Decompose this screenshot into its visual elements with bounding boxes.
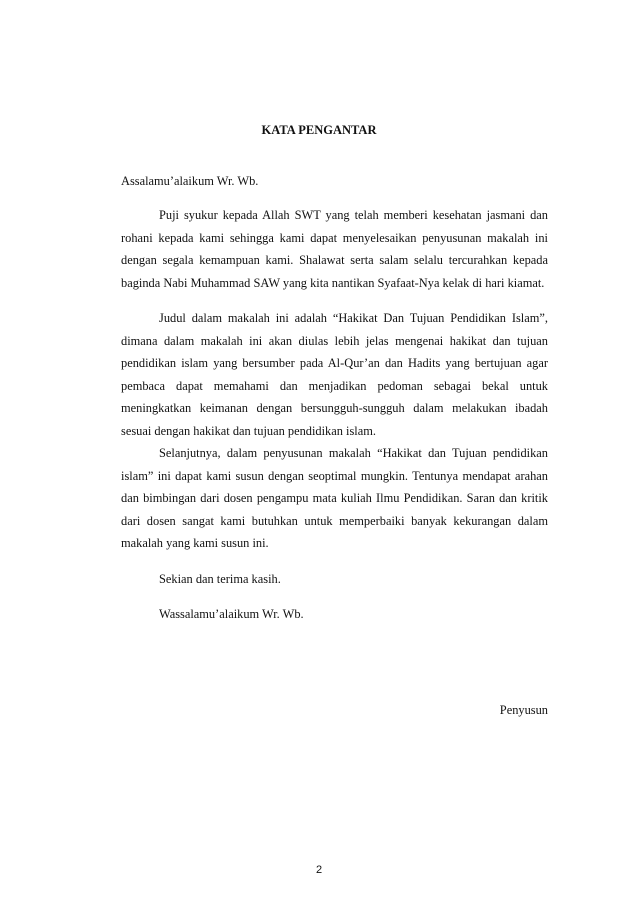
greeting: Assalamu’alaikum Wr. Wb. xyxy=(121,174,259,188)
closing-line: Wassalamu’alaikum Wr. Wb. xyxy=(159,607,304,621)
body-text xyxy=(121,170,548,626)
author-signature: Penyusun xyxy=(499,703,548,717)
paragraph-1: Puji syukur kepada Allah SWT yang telah memberi kesehatan jasmani dan rohani kepada kami sehingga kami dapat menyelesaikan penyusunan makalah ini dengan segala kemampuan kami. Shalawat serta salam selalu tercurahkan kepada baginda Nabi Muhammad SAW yang kita nantikan Syafaat-Nya kelak di hari kiamat. xyxy=(121,208,548,290)
paragraph-3: Selanjutnya, dalam penyusunan makalah “Hakikat dan Tujuan pendidikan islam” ini dapat kami susun dengan seoptimal mungkin. Tentunya mendapat arahan dan bimbingan dari dosen pengampu mata kuliah Ilmu Pendidikan. Saran dan kritik dari dosen sangat kami butuhkan untuk memperbaiki banyak kekurangan dalam makalah yang kami susun ini. xyxy=(121,446,548,550)
page-number: 2 xyxy=(315,864,323,876)
paragraph-2: Judul dalam makalah ini adalah “Hakikat Dan Tujuan Pendidikan Islam”, dimana dalam makalah ini akan diulas lebih jelas mengenai hakikat dan tujuan pendidikan islam yang bersumber pada Al-Qur’an dan Hadits yang bertujuan agar pembaca dapat memahami dan menjadikan pedoman sebagai bekal untuk meningkatkan keimanan dengan bersungguh-sungguh dalam melakukan ibadah sesuai dengan hakikat dan tujuan pendidikan islam. xyxy=(121,311,548,438)
page-title: KATA PENGANTAR xyxy=(261,123,377,137)
thanks-line: Sekian dan terima kasih. xyxy=(159,571,281,586)
